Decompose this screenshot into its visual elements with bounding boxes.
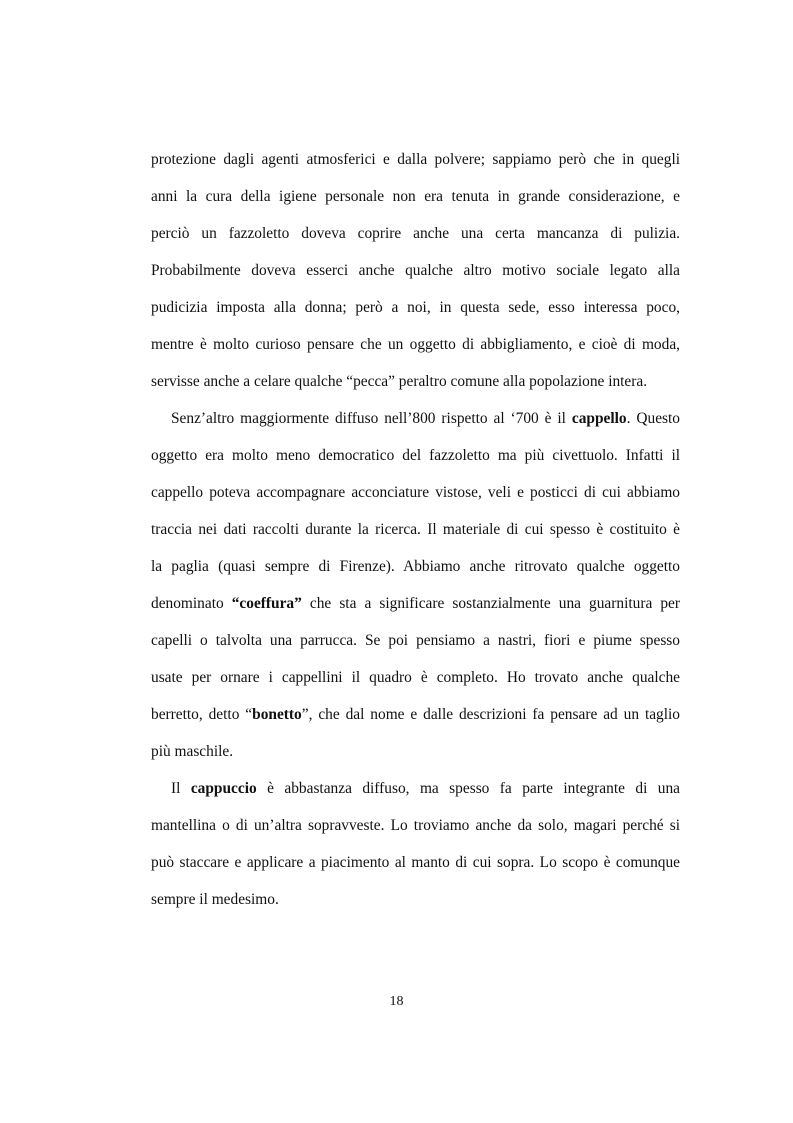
text-line: oggetto era molto meno democratico del fazzoletto ma più civettuolo. Infatti il <box>151 447 680 464</box>
page-number: 18 <box>389 994 404 1009</box>
paragraph-2 <box>151 403 680 773</box>
bold-term: cappello <box>571 410 627 427</box>
text-line: usate per ornare i cappellini il quadro è completo. Ho trovato anche qualche <box>151 669 680 686</box>
text-line: capelli o talvolta una parrucca. Se poi pensiamo a nastri, fiori e piume spesso <box>151 632 680 649</box>
text-line: mentre è molto curioso pensare che un oggetto di abbigliamento, e cioè di moda, <box>151 336 680 353</box>
paragraph-3 <box>151 773 680 921</box>
bold-term: bonetto <box>252 706 302 723</box>
text-line: sempre il medesimo. <box>151 891 279 908</box>
text-line: più maschile. <box>151 743 234 760</box>
text-line: la paglia (quasi sempre di Firenze). Abbiamo anche ritrovato qualche oggetto <box>151 558 680 575</box>
bold-term: cappuccio <box>190 780 257 797</box>
bold-term: “coeffura” <box>231 595 302 612</box>
text-line: anni la cura della igiene personale non era tenuta in grande considerazione, e <box>151 188 680 205</box>
text-line: cappello poteva accompagnare acconciature vistose, veli e posticci di cui abbiamo <box>151 484 680 501</box>
paragraph-1 <box>151 144 680 403</box>
text-line: berretto, detto “bonetto”, che dal nome e dalle descrizioni fa pensare ad un taglio <box>151 706 680 723</box>
text-line: perciò un fazzoletto doveva coprire anche una certa mancanza di pulizia. <box>151 225 680 242</box>
text-line: Senz’altro maggiormente diffuso nell’800 rispetto al ‘700 è il cappello. Questo <box>171 410 680 427</box>
document-body <box>151 144 680 921</box>
text-line: traccia nei dati raccolti durante la ricerca. Il materiale di cui spesso è costituito è <box>151 521 680 538</box>
text-line: denominato “coeffura” che sta a significare sostanzialmente una guarnitura per <box>151 595 680 612</box>
text-line: può staccare e applicare a piacimento al manto di cui sopra. Lo scopo è comunque <box>151 854 680 871</box>
text-line: servisse anche a celare qualche “pecca” peraltro comune alla popolazione intera. <box>151 373 648 390</box>
text-line: Il cappuccio è abbastanza diffuso, ma spesso fa parte integrante di una <box>171 780 681 797</box>
text-line: protezione dagli agenti atmosferici e dalla polvere; sappiamo però che in quegli <box>151 151 680 168</box>
text-line: pudicizia imposta alla donna; però a noi, in questa sede, esso interessa poco, <box>151 299 680 316</box>
text-line: Probabilmente doveva esserci anche qualche altro motivo sociale legato alla <box>151 262 680 279</box>
text-line: mantellina o di un’altra sopravveste. Lo troviamo anche da solo, magari perché si <box>151 817 680 834</box>
